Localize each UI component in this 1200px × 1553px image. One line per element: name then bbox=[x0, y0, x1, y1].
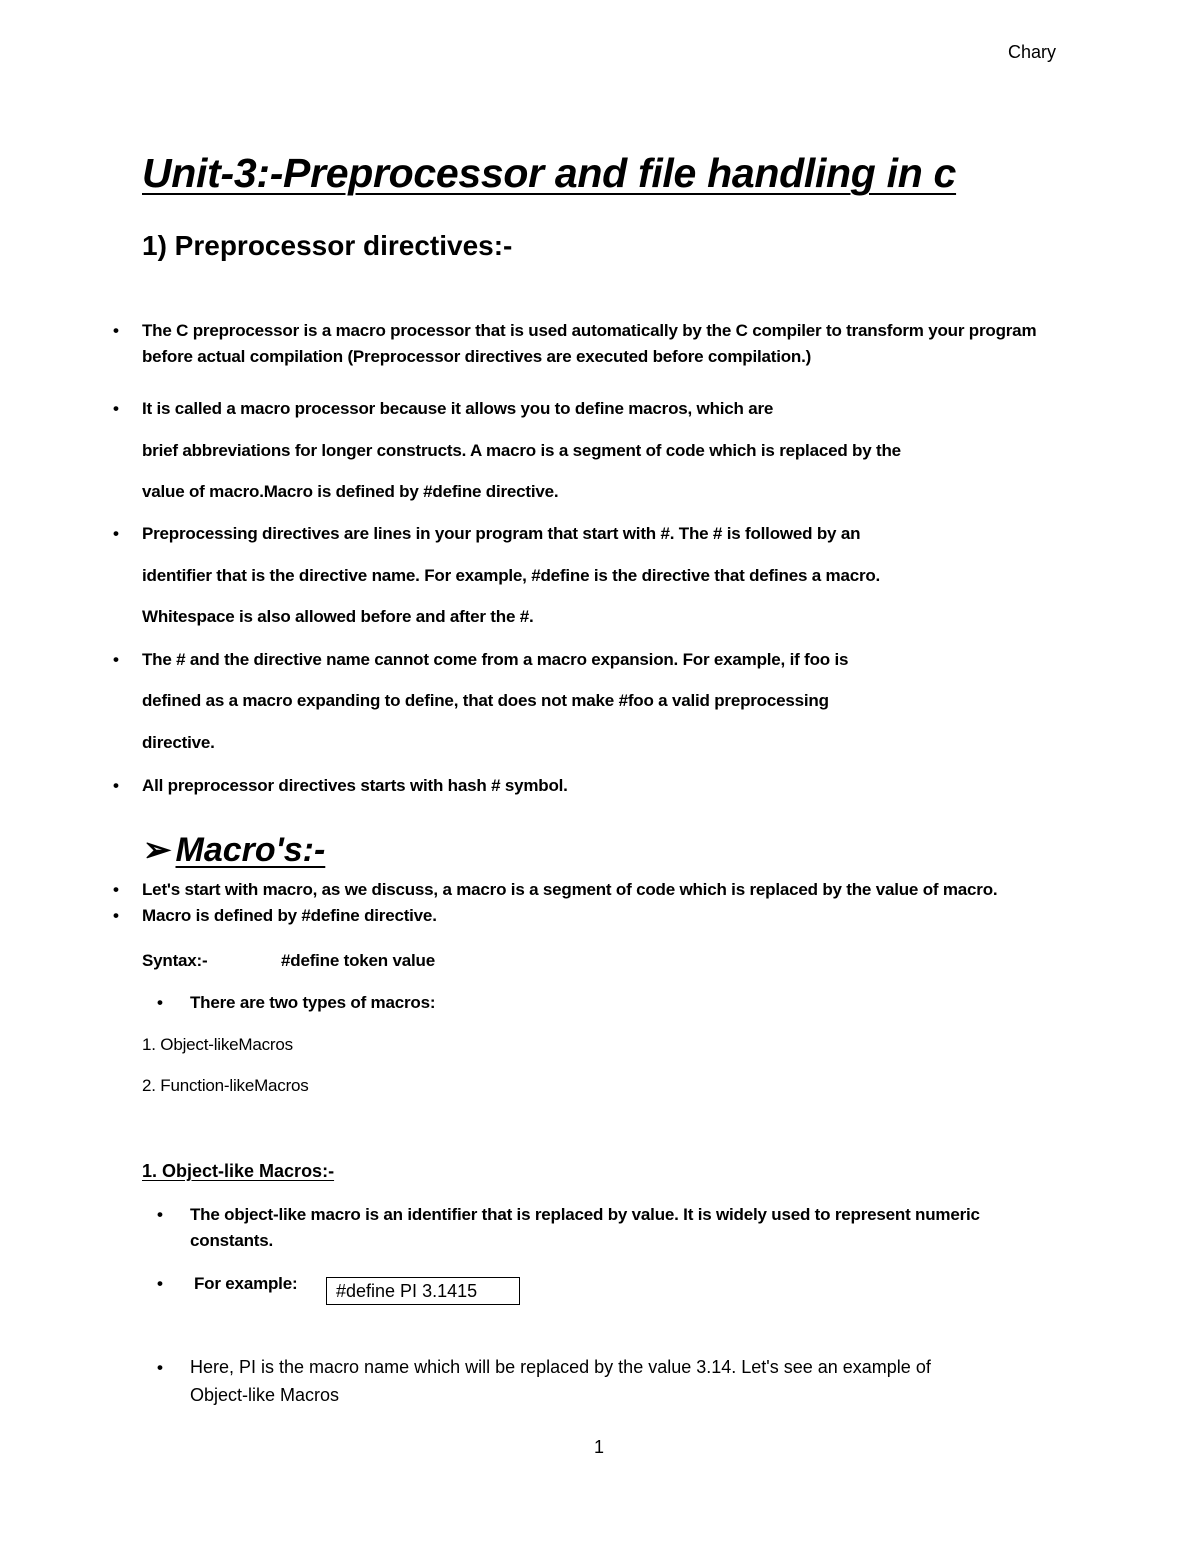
bullet-icon: • bbox=[113, 524, 119, 543]
bullet-2-line-3: value of macro.Macro is defined by #define directive. bbox=[142, 482, 559, 501]
bullet-1-line-1: The C preprocessor is a macro processor that is used automatically by the C compiler to transform your program bbox=[142, 321, 1037, 340]
page-number: 1 bbox=[594, 1437, 605, 1457]
bullet-icon: • bbox=[113, 776, 119, 795]
bullet-4-line-1: The # and the directive name cannot come from a macro expansion. For example, if foo is bbox=[142, 650, 849, 669]
here-bullet-line-2: Object-like Macros bbox=[190, 1385, 340, 1405]
bullet-icon: • bbox=[113, 399, 119, 418]
bullet-2-line-2: brief abbreviations for longer constructs. A macro is a segment of code which is replaced by the bbox=[142, 441, 901, 460]
bullet-icon: • bbox=[113, 880, 119, 899]
bullet-4-line-2: defined as a macro expanding to define, that does not make #foo a valid preprocessing bbox=[142, 691, 829, 710]
arrow-bullet-icon: ➢ bbox=[143, 831, 172, 869]
bullet-icon: • bbox=[157, 1358, 163, 1377]
macro-bullet-1: Let's start with macro, as we discuss, a macro is a segment of code which is replaced by the value of macro. bbox=[142, 880, 998, 899]
bullet-5-line-1: All preprocessor directives starts with hash # symbol. bbox=[142, 776, 568, 795]
here-bullet-line-1: Here, PI is the macro name which will be replaced by the value 3.14. Let's see an example of bbox=[190, 1357, 931, 1377]
document-title: Unit-3:-Preprocessor and file handling in c bbox=[142, 150, 957, 196]
bullet-icon: • bbox=[157, 1205, 163, 1224]
macro-types-intro: There are two types of macros: bbox=[190, 993, 436, 1012]
macros-heading-text: Macro's:- bbox=[175, 831, 326, 869]
syntax-value: #define token value bbox=[281, 951, 435, 970]
section-heading-macros bbox=[143, 830, 325, 870]
bullet-icon: • bbox=[113, 650, 119, 669]
section-heading-preprocessor: 1) Preprocessor directives:- bbox=[142, 230, 513, 261]
syntax-label: Syntax:- bbox=[142, 951, 208, 970]
macro-type-1: 1. Object-likeMacros bbox=[142, 1035, 293, 1054]
bullet-1-line-2: before actual compilation (Preprocessor directives are executed before compilation.) bbox=[142, 347, 812, 366]
bullet-4-line-3: directive. bbox=[142, 733, 215, 752]
macro-bullet-2: Macro is defined by #define directive. bbox=[142, 906, 437, 925]
object-like-bullet-line-1: The object-like macro is an identifier that is replaced by value. It is widely used to represent numeric bbox=[190, 1205, 980, 1224]
section-heading-object-like: 1. Object-like Macros:- bbox=[142, 1161, 335, 1181]
macro-type-2: 2. Function-likeMacros bbox=[142, 1076, 309, 1095]
bullet-3-line-3: Whitespace is also allowed before and after the #. bbox=[142, 607, 534, 626]
bullet-3-line-1: Preprocessing directives are lines in your program that start with #. The # is followed by an bbox=[142, 524, 861, 543]
bullet-icon: • bbox=[113, 321, 119, 340]
bullet-3-line-2: identifier that is the directive name. For example, #define is the directive that defines a macro. bbox=[142, 566, 881, 585]
bullet-icon: • bbox=[113, 906, 119, 925]
bullet-2-line-1: It is called a macro processor because it allows you to define macros, which are bbox=[142, 399, 774, 418]
example-label: For example: bbox=[194, 1274, 298, 1293]
bullet-icon: • bbox=[157, 993, 163, 1012]
example-code-box: #define PI 3.1415 bbox=[326, 1277, 520, 1305]
object-like-bullet-line-2: constants. bbox=[190, 1231, 274, 1250]
bullet-icon: • bbox=[157, 1274, 163, 1293]
header-author: Chary bbox=[1008, 42, 1057, 62]
